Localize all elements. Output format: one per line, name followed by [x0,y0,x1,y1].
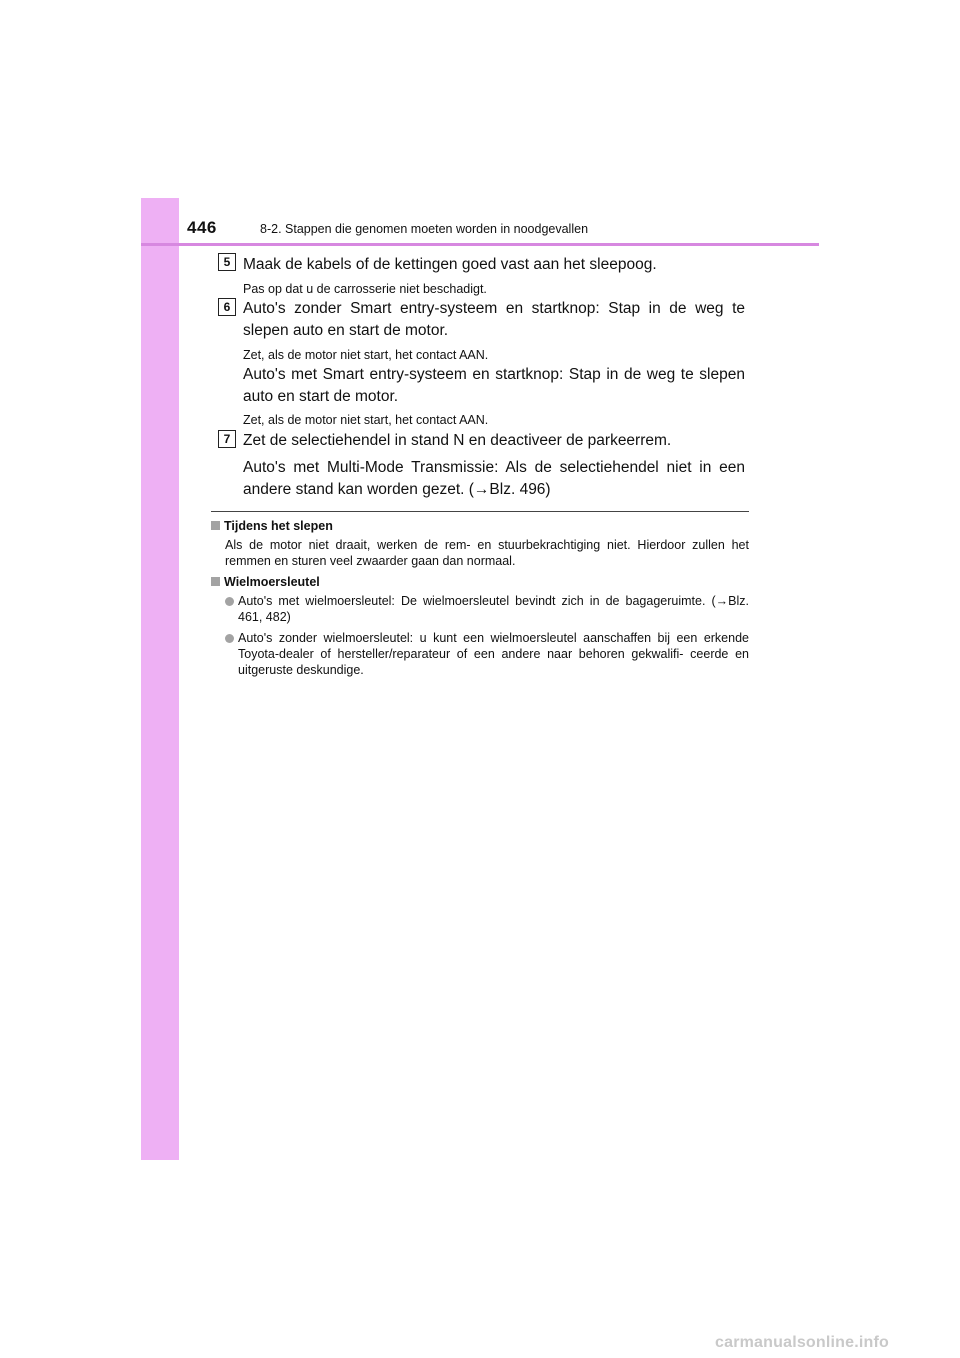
step-6-text: Auto's zonder Smart entry-systeem en startknop: Stap in de weg te slepen auto en start de motor. [243,300,745,339]
step-6-text-smart: Auto's met Smart entry-systeem en startknop: Stap in de weg te slepen auto en start de motor. [243,366,745,405]
page-number: 446 [187,218,217,237]
info-bullet-without-wrench: Auto's zonder wielmoersleutel: u kunt een wielmoersleutel aanschaffen bij een erkende Toyota-dealer of hersteller/reparateur of een andere naar behoren gekwalifi- ceerde en uitgeruste deskundige. [238,631,749,677]
step-5-text: Maak de kabels of de kettingen goed vast aan het sleepoog. [243,256,657,273]
step-6-note: Zet, als de motor niet start, het contact AAN. [243,348,489,362]
square-bullet-icon [211,521,220,530]
step-7-text-mmt: Auto's met Multi-Mode Transmissie: Als de selectiehendel niet in een andere stand kan worden gezet. (→Blz. 496) [243,459,745,498]
watermark-text: carmanualsonline.info [715,1334,890,1351]
info-heading-towing-text: Tijdens het slepen [224,519,333,533]
info-heading-wrench [211,575,320,589]
step-6-badge: 6 [218,298,236,316]
info-body-towing: Als de motor niet draait, werken de rem- en stuurbekrachtiging niet. Hierdoor zullen het remmen en sturen veel zwaarder gaan dan normaal. [225,538,749,568]
step-7-text: Zet de selectiehendel in stand N en deactiveer de parkeerrem. [243,432,672,449]
section-title: 8-2. Stappen die genomen moeten worden in noodgevallen [260,222,589,236]
info-heading-wrench-text: Wielmoersleutel [224,575,320,589]
step-6-note-smart: Zet, als de motor niet start, het contact AAN. [243,413,489,427]
square-bullet-icon [211,577,220,586]
round-bullet-icon [225,634,234,643]
step-5-note: Pas op dat u de carrosserie niet beschadigt. [243,282,487,296]
step-7-badge: 7 [218,430,236,448]
step-5-badge: 5 [218,253,236,271]
section-divider [211,511,749,512]
header-rule [141,243,819,246]
info-bullet-with-wrench: Auto's met wielmoersleutel: De wielmoersleutel bevindt zich in de bagageruimte. (→Blz. 461, 482) [238,594,749,624]
round-bullet-icon [225,597,234,606]
chapter-side-band [141,198,179,1160]
info-heading-towing [211,519,333,533]
